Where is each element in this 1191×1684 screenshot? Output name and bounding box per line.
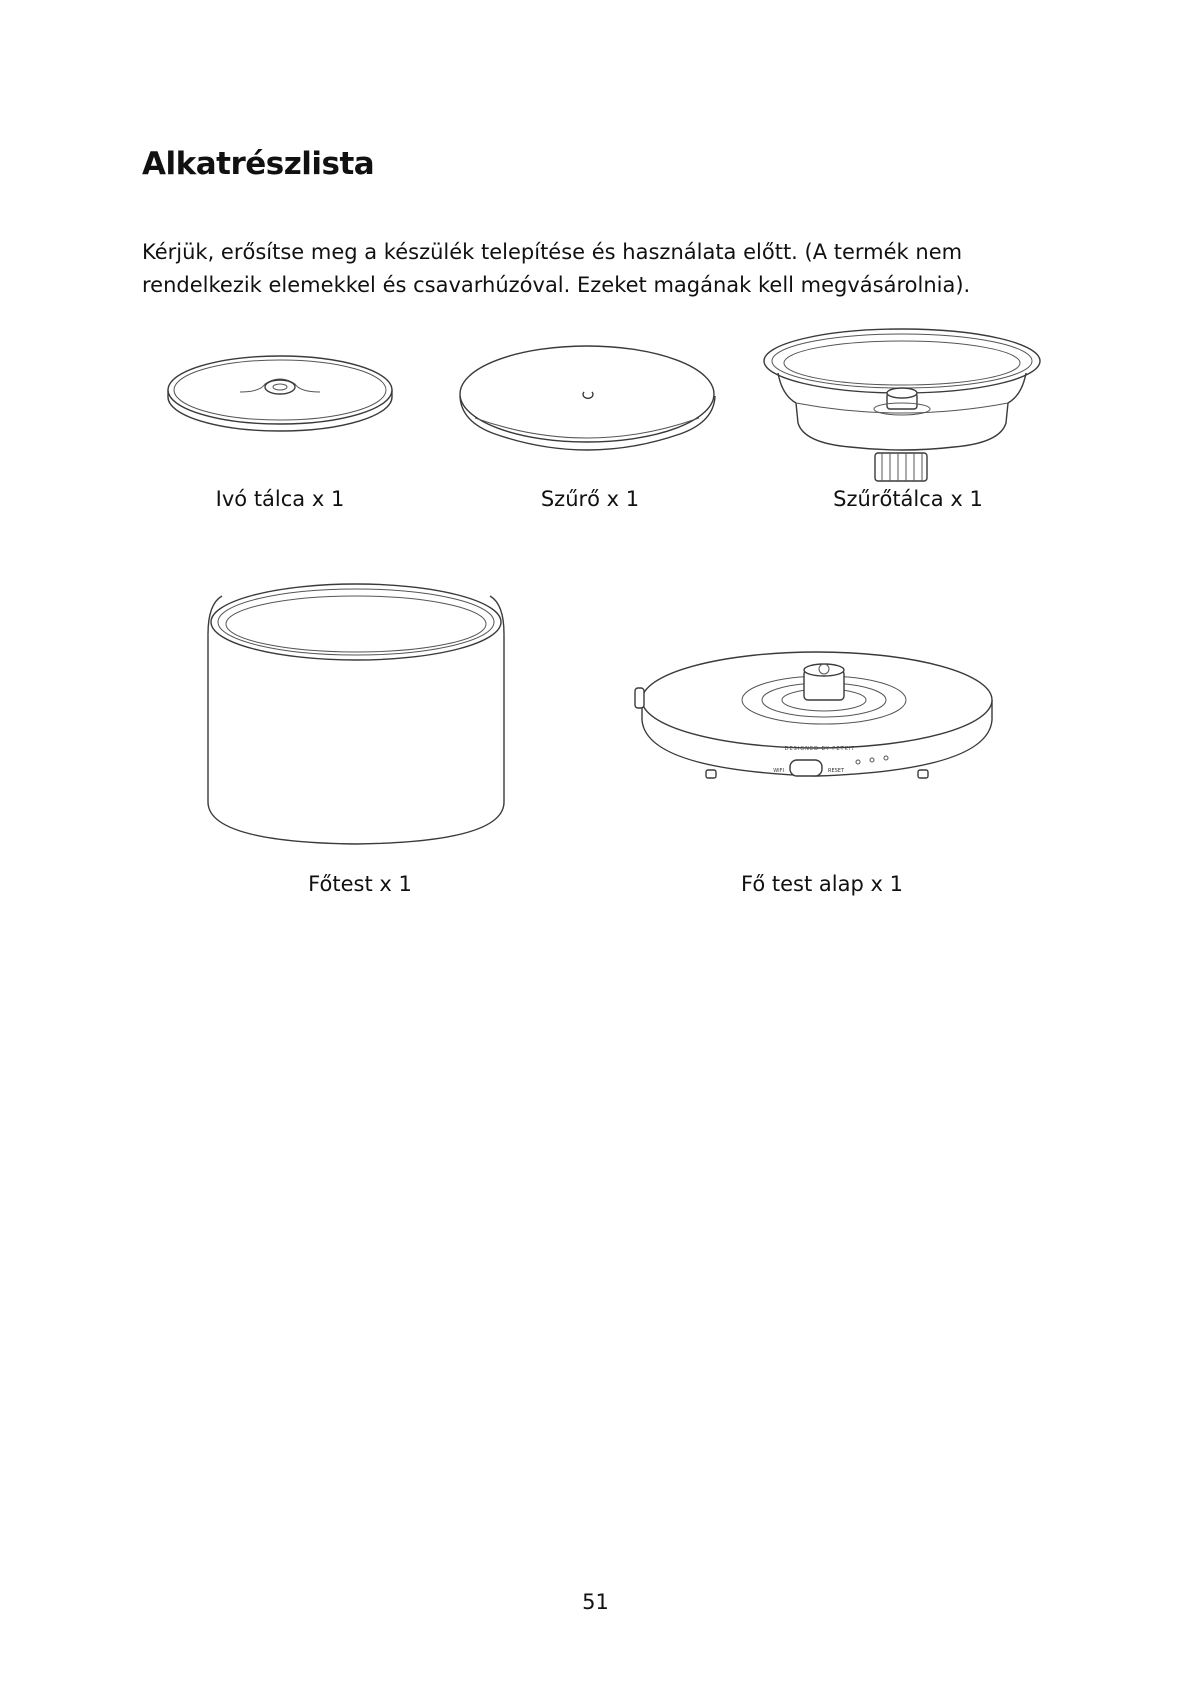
part-caption: Főtest x 1 [308, 872, 412, 896]
filter-disc-icon [455, 340, 720, 460]
main-body-icon [202, 582, 512, 847]
part-caption: Szűrő x 1 [540, 487, 640, 511]
filter-tray-icon [760, 325, 1045, 485]
svg-text:RESET: RESET [828, 768, 845, 774]
main-body-base-icon [632, 640, 1002, 790]
svg-text:WIFI: WIFI [773, 768, 784, 774]
part-caption: Ivó tálca x 1 [215, 487, 345, 511]
part-caption: Szűrőtálca x 1 [833, 487, 983, 511]
svg-text:DESIGNED BY PETKIT: DESIGNED BY PETKIT [784, 746, 856, 752]
drinking-tray-icon [160, 340, 400, 450]
page-title: Alkatrészlista [142, 146, 375, 182]
part-caption: Fő test alap x 1 [741, 872, 903, 896]
page-number: 51 [582, 1590, 609, 1614]
intro-paragraph: Kérjük, erősítse meg a készülék telepítése és használata előtt. (A termék nem rendelkezik elemekkel és csavarhúzóval. Ezeket magának kell megvásárolnia). [142, 240, 971, 297]
